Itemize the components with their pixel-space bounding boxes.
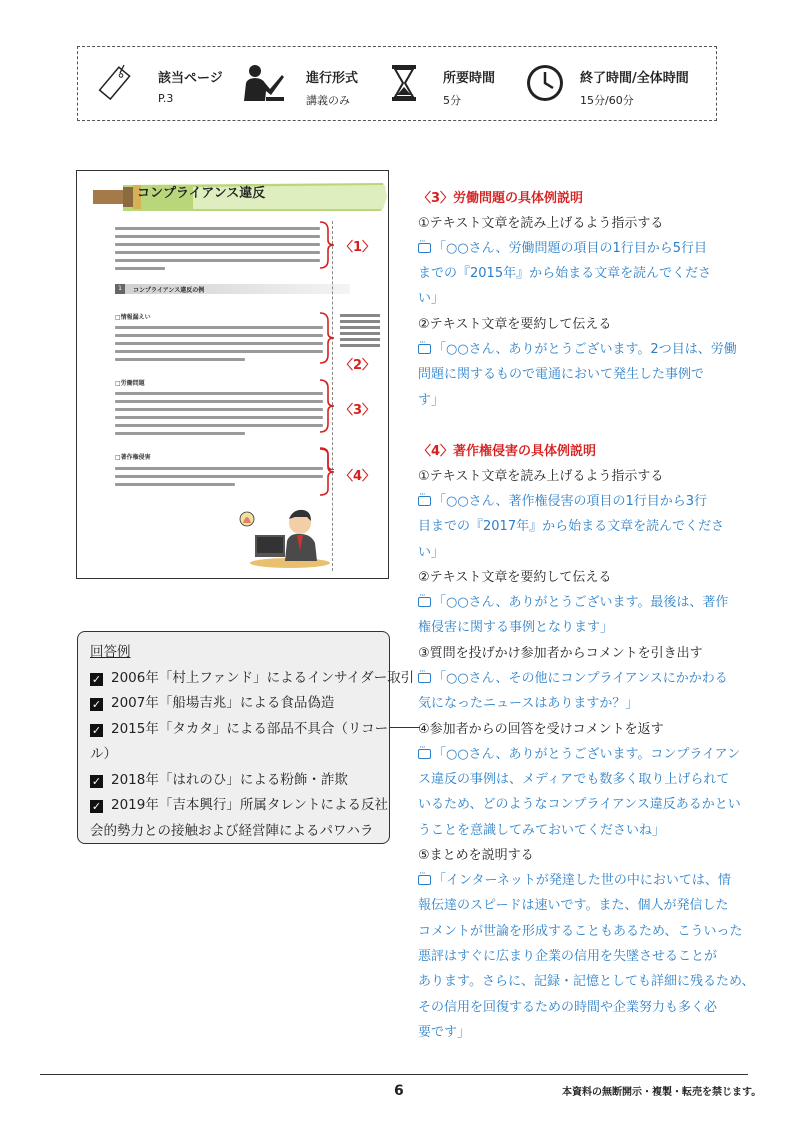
speech-bubble-icon bbox=[418, 496, 431, 506]
copyright-notice: 本資料の無断開示・複製・転売を禁じます。 bbox=[562, 1087, 762, 1098]
checkbox-icon: ✓ bbox=[91, 775, 102, 788]
text-line bbox=[115, 334, 323, 337]
text-line bbox=[115, 400, 323, 403]
script-speech-cont: 問題に関するもので電通において発生した事例で bbox=[418, 367, 705, 382]
text-line bbox=[115, 358, 245, 361]
script-speech: ···「○○さん、その他にコンプライアンスにかかわる bbox=[418, 667, 728, 686]
endtime-label: 終了時間/全体時間 bbox=[580, 71, 689, 86]
text-line bbox=[115, 475, 323, 478]
hourglass-icon bbox=[383, 61, 427, 105]
text-line bbox=[115, 483, 235, 486]
script-speech-cont: 要です」 bbox=[418, 1025, 471, 1040]
answer-item-cont: ル） bbox=[90, 746, 117, 762]
text-line bbox=[115, 424, 323, 427]
speech-bubble-icon bbox=[418, 875, 431, 885]
answer-connector-line bbox=[390, 727, 420, 728]
format-label: 進行形式 bbox=[306, 71, 359, 86]
text-line bbox=[115, 259, 320, 262]
speech-bubble-icon bbox=[418, 749, 431, 759]
marker-2: 〈2〉 bbox=[340, 358, 376, 373]
script-speech-cont: い」 bbox=[418, 291, 445, 306]
script-step: ②テキスト文章を要約して伝える bbox=[418, 317, 612, 332]
text-line bbox=[115, 227, 320, 230]
speech-bubble-icon bbox=[418, 673, 431, 683]
text-line bbox=[115, 267, 165, 270]
red-braces bbox=[318, 220, 338, 470]
script-speech: ···「○○さん、労働問題の項目の1行目から5行目 bbox=[418, 237, 707, 256]
script-speech-cont: ス違反の事例は、メディアでも数多く取り上げられて bbox=[418, 772, 730, 787]
slide-section-info-leak: □情報漏えい bbox=[115, 314, 151, 321]
slide-thumbnail bbox=[76, 170, 389, 579]
bookmark-tag-icon bbox=[94, 61, 138, 105]
text-line bbox=[115, 342, 323, 345]
script-speech: ···「インターネットが発達した世の中においては、情 bbox=[418, 869, 731, 888]
red-brace-4 bbox=[318, 447, 338, 497]
checkbox-icon: ✓ bbox=[91, 724, 102, 737]
speech-bubble-icon bbox=[418, 243, 431, 253]
worried-businessman-illustration bbox=[235, 501, 330, 569]
script-speech-cont: 悪評はすぐに広まり企業の信用を失墜させることが bbox=[418, 949, 718, 964]
text-line bbox=[115, 235, 320, 238]
page-number: 6 bbox=[394, 1083, 404, 1099]
script-speech-cont: うことを意識してみておいてくださいね」 bbox=[418, 823, 666, 838]
speech-bubble-icon bbox=[418, 597, 431, 607]
text-line bbox=[115, 243, 320, 246]
slide-section-copyright: □著作権侵害 bbox=[115, 454, 151, 461]
answer-item: ✓ 2015年「タカタ」による部品不具合（リコー bbox=[91, 721, 389, 737]
text-line bbox=[115, 416, 323, 419]
script-step: ①テキスト文章を読み上げるよう指示する bbox=[418, 216, 664, 231]
script-speech-cont: す」 bbox=[418, 393, 445, 408]
script-speech: ···「○○さん、ありがとうございます。2つ目は、労働 bbox=[418, 338, 737, 357]
script-speech-cont: い」 bbox=[418, 545, 445, 560]
section-title: コンプライアンス違反の例 bbox=[133, 287, 205, 294]
script-speech: ···「○○さん、著作権侵害の項目の1行目から3行 bbox=[418, 490, 707, 509]
slide-section-labor: □労働問題 bbox=[115, 380, 145, 387]
speech-bubble-icon bbox=[418, 344, 431, 354]
text-line bbox=[115, 432, 245, 435]
script-heading-3: 〈3〉労働問題の具体例説明 bbox=[418, 191, 584, 206]
script-speech-cont: 権侵害に関する事例となります」 bbox=[418, 620, 614, 635]
marker-3: 〈3〉 bbox=[340, 403, 376, 418]
text-line bbox=[115, 350, 323, 353]
endtime-value: 15分/60分 bbox=[580, 94, 634, 107]
text-line bbox=[115, 251, 320, 254]
script-speech-cont: までの『2015年』から始まる文章を読んでくださ bbox=[418, 266, 712, 281]
text-line bbox=[115, 326, 323, 329]
page-label: 該当ページ bbox=[158, 71, 223, 86]
script-speech-cont: 報伝達のスピードは速いです。また、個人が発信した bbox=[418, 898, 729, 913]
script-speech-cont: その信用を回復するための時間や企業努力も多く必 bbox=[418, 1000, 718, 1015]
marker-1: 〈1〉 bbox=[340, 240, 376, 255]
lecturer-icon bbox=[240, 61, 286, 107]
marker-4: 〈4〉 bbox=[340, 469, 376, 484]
script-speech-cont: 目までの『2017年』から始まる文章を読んでくださ bbox=[418, 519, 725, 534]
script-speech-cont: 気になったニュースはありますか？」 bbox=[418, 696, 639, 711]
duration-value: 5分 bbox=[443, 94, 461, 107]
script-speech-cont: あります。さらに、記録・記憶としても詳細に残るため、 bbox=[418, 974, 755, 989]
answer-title: 回答例 bbox=[90, 644, 131, 660]
clock-icon bbox=[523, 61, 567, 105]
answer-item-cont: 会的勢力との接触および経営陣によるパワハラ bbox=[90, 823, 374, 839]
header-format-cell bbox=[238, 47, 383, 122]
script-step: ⑤まとめを説明する bbox=[418, 848, 534, 863]
answer-item: ✓ 2006年「村上ファンド」によるインサイダー取引 bbox=[91, 670, 415, 686]
page-value: P.3 bbox=[158, 92, 174, 105]
script-step: ①テキスト文章を読み上げるよう指示する bbox=[418, 469, 664, 484]
script-speech: ···「○○さん、ありがとうございます。コンプライアン bbox=[418, 743, 740, 762]
script-speech-cont: いるため、どのようなコンプライアンス違反あるかとい bbox=[418, 797, 741, 812]
checkbox-icon: ✓ bbox=[91, 698, 102, 711]
script-heading-4: 〈4〉著作権侵害の具体例説明 bbox=[418, 444, 597, 459]
info-header bbox=[77, 46, 717, 121]
header-duration-cell bbox=[383, 47, 523, 122]
footer-rule bbox=[40, 1074, 748, 1075]
script-speech-cont: コメントが世論を形成することもあるため、こういった bbox=[418, 924, 743, 939]
text-line bbox=[115, 408, 323, 411]
answer-item: ✓ 2007年「船場吉兆」による食品偽造 bbox=[91, 695, 335, 711]
text-line bbox=[115, 467, 323, 470]
slide-title: コンプライアンス違反 bbox=[137, 186, 266, 201]
checkbox-icon: ✓ bbox=[91, 800, 102, 813]
section-number: 1 bbox=[115, 284, 125, 294]
header-page-cell bbox=[78, 47, 238, 122]
script-step: ④参加者からの回答を受けコメントを返す bbox=[418, 722, 664, 737]
answer-example-box bbox=[77, 631, 415, 844]
script-speech: ···「○○さん、ありがとうございます。最後は、著作 bbox=[418, 591, 728, 610]
text-line bbox=[115, 392, 323, 395]
format-value: 講義のみ bbox=[306, 94, 350, 107]
answer-item: ✓ 2019年「吉本興行」所属タレントによる反社 bbox=[91, 797, 389, 813]
script-step: ③質問を投げかけ参加者からコメントを引き出す bbox=[418, 646, 703, 661]
side-note bbox=[340, 311, 380, 350]
script-step: ②テキスト文章を要約して伝える bbox=[418, 570, 612, 585]
duration-label: 所要時間 bbox=[443, 71, 496, 86]
header-endtime-cell bbox=[523, 47, 718, 122]
answer-item: ✓ 2018年「はれのひ」による粉飾・詐欺 bbox=[91, 772, 348, 788]
checkbox-icon: ✓ bbox=[91, 673, 102, 686]
